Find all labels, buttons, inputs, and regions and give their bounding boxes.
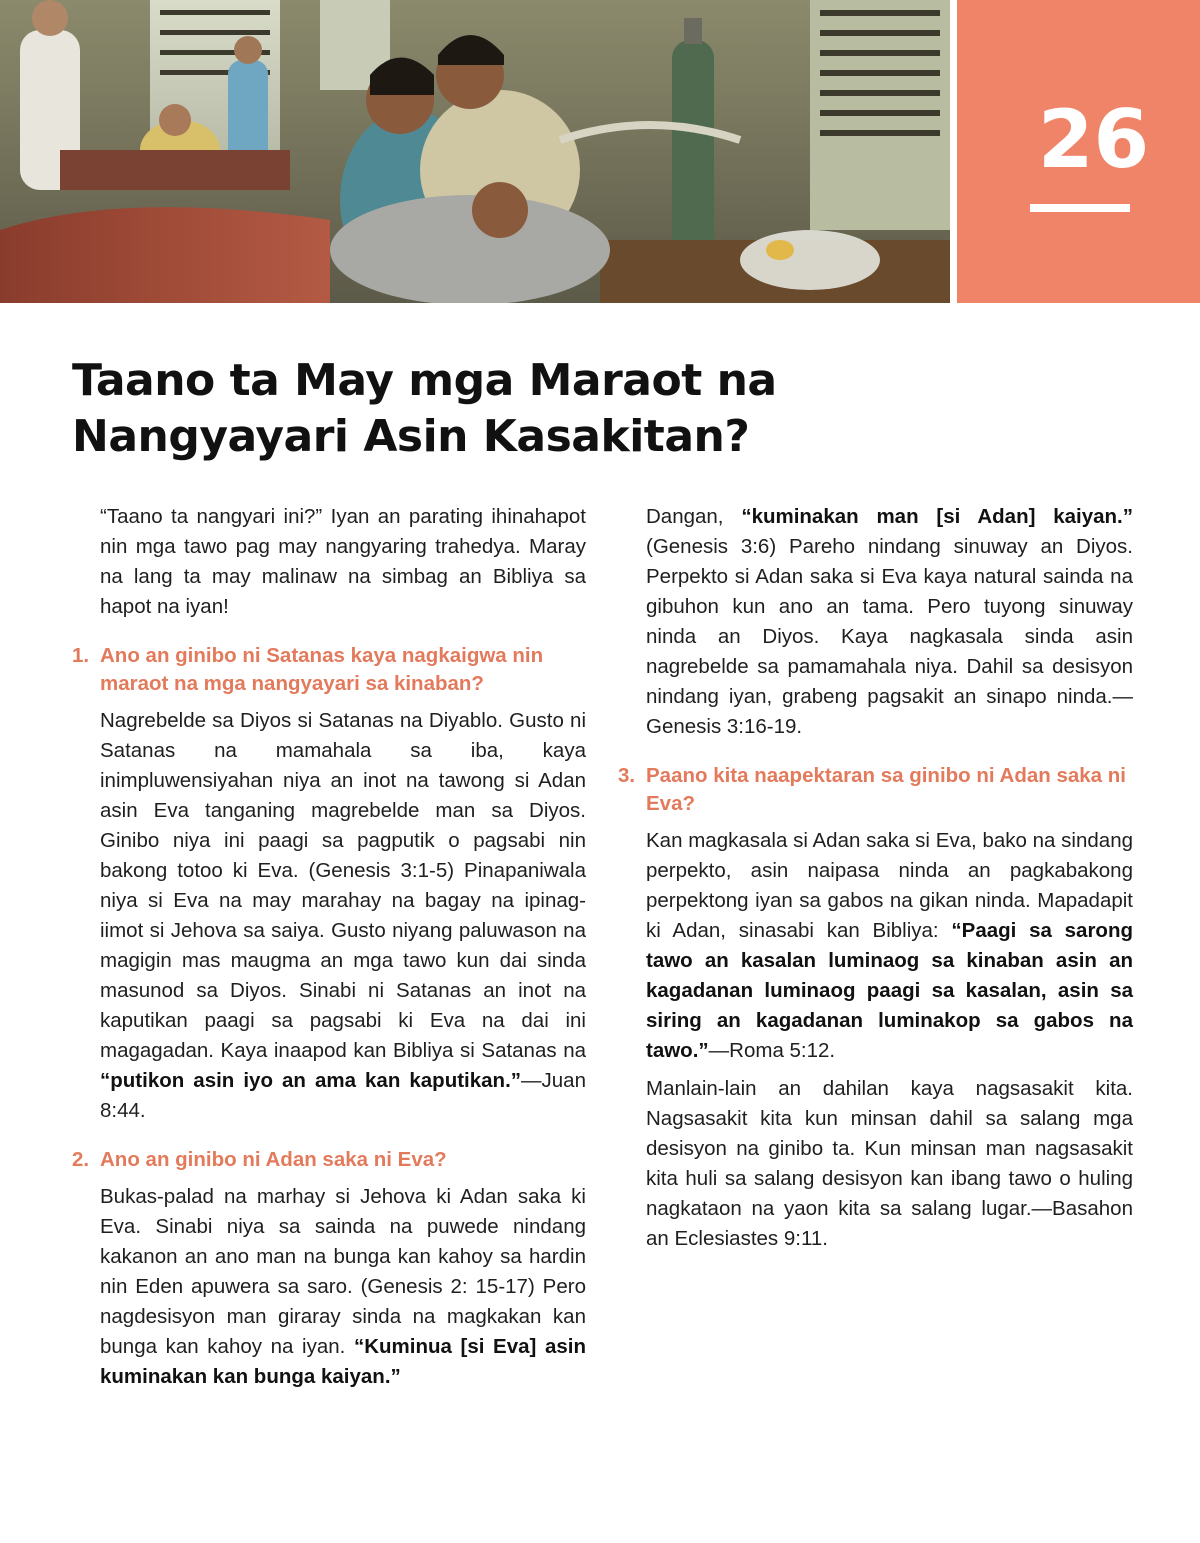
answer-3-paragraph-2: Manlain-lain an dahilan kaya nagsasakit kita. Nagsasakit kita kun minsan dahil sa salang mga desisyon na ginibo ta. Kun minsan man nagsasakit kita huli sa salang desisyon kan ibang tawo o huling nagkataon na yaon kita sa salang lugar.—Basahon an Eclesiastes 9:11. xyxy=(646,1077,1133,1250)
answer-3-quote: “Paagi sa sarong tawo an kasalan luminaog sa kinaban asin an kagadanan luminaog paagi sa kasalan, asin sa siring an kagadanan luminakop sa gabos na tawo.” xyxy=(646,919,1133,1062)
intro-paragraph: “Taano ta nangyari ini?” Iyan an parating ihinahapot nin mga tawo pag may nangyaring trahedya. Maray na lang ta may malinaw na simbag an Bibliya sa hapot na iyan! xyxy=(100,505,586,618)
page-title: Taano ta May mga Maraot na Nangyayari Asin Kasakitan? xyxy=(72,355,777,462)
question-3 xyxy=(618,762,1133,818)
answer-3-paragraph-1 xyxy=(618,826,1133,1066)
chapter-underline xyxy=(1030,204,1130,212)
question-2-text: Ano an ginibo ni Adan saka ni Eva? xyxy=(100,1148,447,1171)
chapter-badge xyxy=(957,0,1200,303)
answer-2-quote: “Kuminua [si Eva] asin kuminakan kan bunga kaiyan.” xyxy=(100,1335,586,1388)
answer-2-mid-text: Dangan, xyxy=(646,505,742,528)
question-2 xyxy=(72,1146,586,1174)
answer-1-quote: “putikon asin iyo an ama kan kaputikan.” xyxy=(100,1069,522,1092)
right-column xyxy=(618,502,1133,1254)
answer-1-paragraph xyxy=(72,706,586,1126)
answer-3-text: Kan magkasala si Adan saka si Eva, bako na sindang perpekto, asin naipasa ninda an pagkabakong perpektong iyan sa gabos na gikan ninda. Mapadapit ki Adan, sinasabi kan Bibliya: xyxy=(646,829,1133,942)
answer-1-reference: —Juan 8:44. xyxy=(100,1069,586,1122)
answer-2-end-text: (Genesis 3:6) Pareho nindang sinuway an Diyos. Perpekto si Adan saka si Eva kaya natural sainda na gibuhon kun ano an tama. Pero tuyong sinuway ninda an Diyos. Kaya nagkasala sinda asin nagrebelde sa pamamahala niya. Dahil sa desisyon nindang iyan, grabeng pagsakit an sinapo ninda.—Genesis 3:16-19. xyxy=(646,535,1133,738)
answer-1-text: Nagrebelde sa Diyos si Satanas na Diyablo. Gusto ni Satanas na mamahala sa iba, kaya inimpluwensiyahan niya an inot na tawong si Adan asin Eva tanganing magrebelde man sa Diyos. Ginibo niya ini paagi sa pagputik o pagsabi nin bakong totoo ki Eva. (Genesis 3:1-5) Pinapaniwala niya si Eva na may marahay na bagay na ipinag-iimot si Jehova sa saiya. Gusto niyang paluwason na magigin mas maugma an mga tawo kun dai sinda masunod sa Diyos. Sinabi ni Satanas an inot na kaputikan paagi sa pagsabi ki Eva na dai ini magagadan. Kaya inaapod kan Bibliya si Satanas na xyxy=(100,709,586,1062)
hospital-scene-illustration xyxy=(0,0,950,303)
answer-2-paragraph xyxy=(72,1182,586,1392)
answer-2-quote-2: “kuminakan man [si Adan] kaiyan.” xyxy=(741,505,1133,528)
question-1 xyxy=(72,642,586,698)
question-1-text: Ano an ginibo ni Satanas kaya nagkaigwa nin maraot na mga nangyayari sa kinaban? xyxy=(100,644,544,695)
answer-2-continued xyxy=(618,502,1133,742)
answer-3-reference: —Roma 5:12. xyxy=(708,1039,836,1062)
question-3-text: Paano kita naapektaran sa ginibo ni Adan saka ni Eva? xyxy=(646,764,1126,815)
hero-photo xyxy=(0,0,950,303)
answer-2-text: Bukas-palad na marhay si Jehova ki Adan saka ki Eva. Sinabi niya sa sainda na puwede nindang kakanon an ano man na bunga kan kahoy sa hardin nin Eden apuwera sa saro. (Genesis 2: 15-17) Pero nagdesisyon man giraray sinda na magkakan kan bunga kan kahoy na iyan. xyxy=(100,1185,586,1358)
question-2-number: 2. xyxy=(72,1148,90,1171)
left-column xyxy=(72,502,586,1392)
question-1-number: 1. xyxy=(72,644,90,667)
question-3-number: 3. xyxy=(618,764,636,787)
chapter-number: 26 xyxy=(1037,93,1150,186)
